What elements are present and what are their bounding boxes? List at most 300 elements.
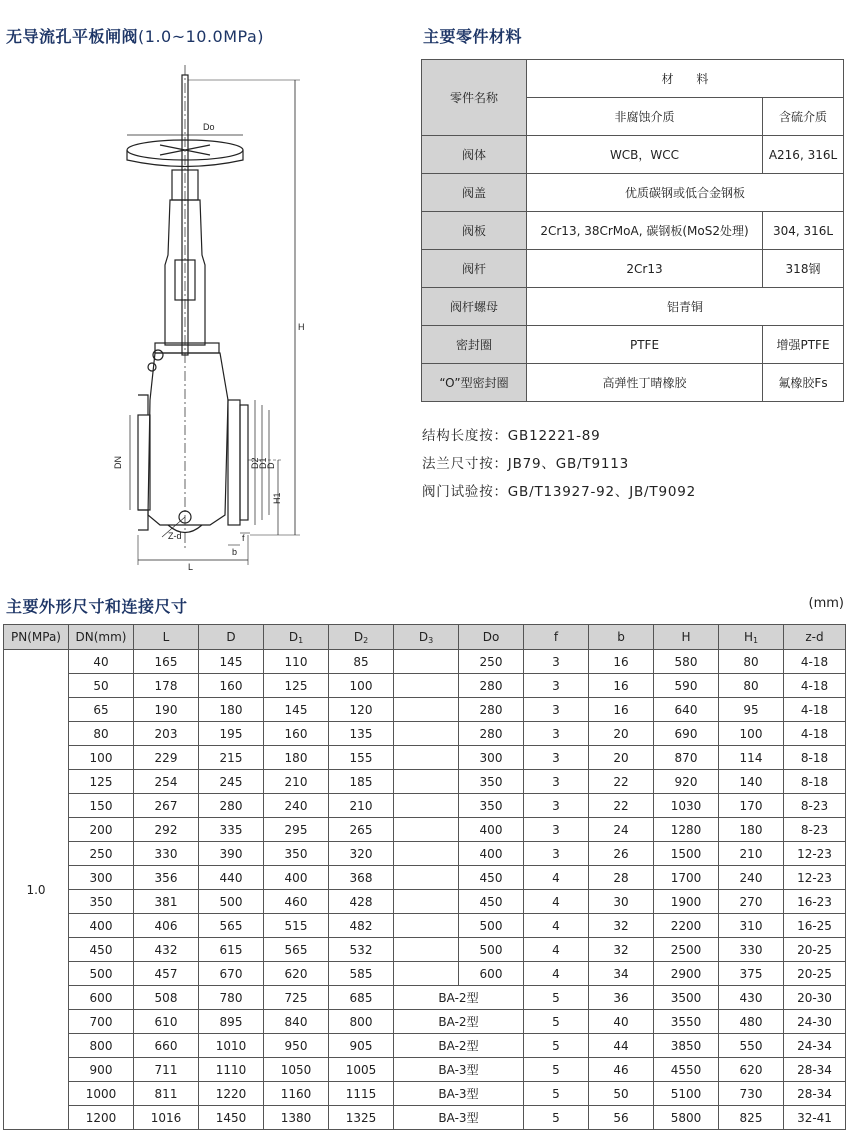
cell-dn: 500 xyxy=(69,962,134,986)
cell-l: 1016 xyxy=(134,1106,199,1130)
header-material: 材 料 xyxy=(527,60,844,98)
cell-d1: 145 xyxy=(264,698,329,722)
cell-h1: 430 xyxy=(719,986,784,1010)
material-sulfur: 增强PTFE xyxy=(763,326,844,364)
cell-zd: 4-18 xyxy=(784,722,846,746)
cell-h: 1280 xyxy=(654,818,719,842)
cell-b: 34 xyxy=(589,962,654,986)
cell-h1: 170 xyxy=(719,794,784,818)
cell-b: 44 xyxy=(589,1034,654,1058)
cell-do: 600 xyxy=(459,962,524,986)
cell-l: 267 xyxy=(134,794,199,818)
col-d3 xyxy=(394,625,459,650)
cell-d2: 320 xyxy=(329,842,394,866)
cell-b: 20 xyxy=(589,722,654,746)
cell-h: 5100 xyxy=(654,1082,719,1106)
cell-f: 4 xyxy=(524,890,589,914)
cell-b: 28 xyxy=(589,866,654,890)
cell-d1: 620 xyxy=(264,962,329,986)
cell-d: 245 xyxy=(199,770,264,794)
cell-zd: 4-18 xyxy=(784,698,846,722)
materials-header-row xyxy=(422,60,844,98)
cell-h: 640 xyxy=(654,698,719,722)
col-d1-sub: 1 xyxy=(298,635,304,645)
label-f: f xyxy=(242,533,245,543)
table-row xyxy=(4,818,846,842)
cell-b: 26 xyxy=(589,842,654,866)
cell-dn: 700 xyxy=(69,1010,134,1034)
cell-h: 1500 xyxy=(654,842,719,866)
cell-d1: 1050 xyxy=(264,1058,329,1082)
col-d3-text: D xyxy=(418,629,429,644)
cell-d3-do: BA-3型 xyxy=(394,1082,524,1106)
page-title-main: 无导流孔平板闸阀 xyxy=(6,27,139,46)
cell-h1: 270 xyxy=(719,890,784,914)
cell-h1: 550 xyxy=(719,1034,784,1058)
material-sulfur: 氟橡胶Fs xyxy=(763,364,844,402)
cell-l: 203 xyxy=(134,722,199,746)
materials-table xyxy=(421,59,844,402)
cell-zd: 16-23 xyxy=(784,890,846,914)
cell-f: 4 xyxy=(524,914,589,938)
materials-row xyxy=(422,250,844,288)
cell-h: 3850 xyxy=(654,1034,719,1058)
cell-zd: 12-23 xyxy=(784,866,846,890)
cell-do: 400 xyxy=(459,842,524,866)
cell-zd: 32-41 xyxy=(784,1106,846,1130)
table-row xyxy=(4,962,846,986)
cell-d3 xyxy=(394,914,459,938)
cell-f: 3 xyxy=(524,674,589,698)
header-part-name: 零件名称 xyxy=(422,60,527,136)
cell-h: 5800 xyxy=(654,1106,719,1130)
table-row xyxy=(4,866,846,890)
cell-do: 280 xyxy=(459,674,524,698)
col-do: Do xyxy=(459,625,524,650)
cell-zd: 8-18 xyxy=(784,746,846,770)
material-sulfur: 318钢 xyxy=(763,250,844,288)
cell-b: 16 xyxy=(589,650,654,674)
cell-d: 615 xyxy=(199,938,264,962)
cell-d: 160 xyxy=(199,674,264,698)
cell-d3 xyxy=(394,794,459,818)
cell-h1: 80 xyxy=(719,674,784,698)
cell-h1: 620 xyxy=(719,1058,784,1082)
cell-do: 500 xyxy=(459,914,524,938)
label-h1: H1 xyxy=(272,492,282,504)
cell-l: 254 xyxy=(134,770,199,794)
cell-d: 895 xyxy=(199,1010,264,1034)
cell-l: 330 xyxy=(134,842,199,866)
cell-d3 xyxy=(394,770,459,794)
material-sulfur: 304, 316L xyxy=(763,212,844,250)
table-row xyxy=(4,746,846,770)
cell-d1: 460 xyxy=(264,890,329,914)
cell-f: 3 xyxy=(524,794,589,818)
cell-d2: 685 xyxy=(329,986,394,1010)
cell-f: 3 xyxy=(524,746,589,770)
cell-b: 50 xyxy=(589,1082,654,1106)
cell-d2: 1325 xyxy=(329,1106,394,1130)
cell-pn: 1.0 xyxy=(4,650,69,1130)
part-name: 阀板 xyxy=(422,212,527,250)
cell-b: 30 xyxy=(589,890,654,914)
dimensions-title: 主要外形尺寸和连接尺寸 xyxy=(6,597,188,616)
cell-f: 3 xyxy=(524,698,589,722)
cell-d2: 428 xyxy=(329,890,394,914)
cell-dn: 250 xyxy=(69,842,134,866)
col-l: L xyxy=(134,625,199,650)
cell-dn: 450 xyxy=(69,938,134,962)
cell-h: 2200 xyxy=(654,914,719,938)
cell-d2: 1005 xyxy=(329,1058,394,1082)
cell-d2: 482 xyxy=(329,914,394,938)
col-d1 xyxy=(264,625,329,650)
page-title xyxy=(6,24,264,47)
label-d: D xyxy=(266,462,276,469)
cell-d1: 565 xyxy=(264,938,329,962)
cell-l: 508 xyxy=(134,986,199,1010)
cell-d1: 725 xyxy=(264,986,329,1010)
cell-h1: 240 xyxy=(719,866,784,890)
cell-d2: 120 xyxy=(329,698,394,722)
cell-h1: 310 xyxy=(719,914,784,938)
cell-d: 670 xyxy=(199,962,264,986)
cell-d3 xyxy=(394,650,459,674)
cell-d3 xyxy=(394,674,459,698)
materials-title: 主要零件材料 xyxy=(423,27,523,46)
col-h1-text: H xyxy=(743,629,753,644)
cell-h: 4550 xyxy=(654,1058,719,1082)
cell-h: 2500 xyxy=(654,938,719,962)
page-title-range: (1.0~10.0MPa) xyxy=(138,27,265,46)
cell-d: 440 xyxy=(199,866,264,890)
cell-h: 920 xyxy=(654,770,719,794)
material-all: 铝青铜 xyxy=(527,288,844,326)
cell-d1: 350 xyxy=(264,842,329,866)
cell-h1: 95 xyxy=(719,698,784,722)
label-b: b xyxy=(232,547,238,557)
cell-d2: 100 xyxy=(329,674,394,698)
part-name: 阀杆螺母 xyxy=(422,288,527,326)
cell-l: 711 xyxy=(134,1058,199,1082)
cell-f: 4 xyxy=(524,962,589,986)
col-h1-sub: 1 xyxy=(752,635,759,645)
cell-d: 565 xyxy=(199,914,264,938)
cell-dn: 400 xyxy=(69,914,134,938)
cell-h1: 100 xyxy=(719,722,784,746)
cell-d1: 160 xyxy=(264,722,329,746)
cell-do: 300 xyxy=(459,746,524,770)
cell-d2: 532 xyxy=(329,938,394,962)
cell-f: 3 xyxy=(524,650,589,674)
cell-f: 5 xyxy=(524,1034,589,1058)
cell-d: 280 xyxy=(199,794,264,818)
cell-dn: 100 xyxy=(69,746,134,770)
cell-l: 381 xyxy=(134,890,199,914)
part-name: 阀体 xyxy=(422,136,527,174)
cell-h: 1030 xyxy=(654,794,719,818)
cell-d1: 240 xyxy=(264,794,329,818)
cell-b: 36 xyxy=(589,986,654,1010)
cell-d: 215 xyxy=(199,746,264,770)
table-row xyxy=(4,938,846,962)
cell-d: 195 xyxy=(199,722,264,746)
part-name: 阀杆 xyxy=(422,250,527,288)
dimensions-table xyxy=(3,624,846,1130)
table-row xyxy=(4,722,846,746)
cell-l: 190 xyxy=(134,698,199,722)
cell-d: 1110 xyxy=(199,1058,264,1082)
material-non-corrosive: WCB，WCC xyxy=(527,136,763,174)
cell-b: 22 xyxy=(589,794,654,818)
col-zd: z-d xyxy=(784,625,846,650)
cell-l: 457 xyxy=(134,962,199,986)
part-name: “O”型密封圈 xyxy=(422,364,527,402)
col-dn: DN(mm) xyxy=(69,625,134,650)
cell-zd: 20-25 xyxy=(784,962,846,986)
materials-row xyxy=(422,288,844,326)
dims-body xyxy=(4,650,846,1130)
material-non-corrosive: 2Cr13 xyxy=(527,250,763,288)
cell-zd: 24-30 xyxy=(784,1010,846,1034)
cell-h: 690 xyxy=(654,722,719,746)
cell-do: 280 xyxy=(459,722,524,746)
cell-d2: 368 xyxy=(329,866,394,890)
cell-d2: 135 xyxy=(329,722,394,746)
label-l: L xyxy=(188,562,194,570)
cell-do: 250 xyxy=(459,650,524,674)
materials-row xyxy=(422,326,844,364)
cell-h1: 730 xyxy=(719,1082,784,1106)
cell-l: 178 xyxy=(134,674,199,698)
cell-dn: 80 xyxy=(69,722,134,746)
cell-d3 xyxy=(394,938,459,962)
cell-f: 5 xyxy=(524,986,589,1010)
cell-d3-do: BA-3型 xyxy=(394,1106,524,1130)
cell-dn: 125 xyxy=(69,770,134,794)
cell-d2: 265 xyxy=(329,818,394,842)
cell-h1: 114 xyxy=(719,746,784,770)
materials-row xyxy=(422,174,844,212)
cell-h: 580 xyxy=(654,650,719,674)
valve-body xyxy=(148,353,228,525)
table-row xyxy=(4,890,846,914)
cell-h: 3550 xyxy=(654,1010,719,1034)
col-b: b xyxy=(589,625,654,650)
table-row xyxy=(4,1034,846,1058)
cell-d1: 1380 xyxy=(264,1106,329,1130)
label-do: Do xyxy=(203,122,215,132)
col-h1 xyxy=(719,625,784,650)
cell-d1: 295 xyxy=(264,818,329,842)
cell-dn: 600 xyxy=(69,986,134,1010)
cell-l: 811 xyxy=(134,1082,199,1106)
material-all: 优质碳钢或低合金钢板 xyxy=(527,174,844,212)
cell-dn: 800 xyxy=(69,1034,134,1058)
cell-dn: 200 xyxy=(69,818,134,842)
col-pn: PN(MPa) xyxy=(4,625,69,650)
cell-l: 660 xyxy=(134,1034,199,1058)
cell-f: 3 xyxy=(524,770,589,794)
cell-f: 3 xyxy=(524,722,589,746)
cell-l: 292 xyxy=(134,818,199,842)
header-non-corrosive: 非腐蚀介质 xyxy=(527,98,763,136)
dims-header-row xyxy=(4,625,846,650)
cell-d1: 210 xyxy=(264,770,329,794)
cell-l: 432 xyxy=(134,938,199,962)
cell-d: 1220 xyxy=(199,1082,264,1106)
table-row xyxy=(4,914,846,938)
materials-row xyxy=(422,212,844,250)
cell-l: 610 xyxy=(134,1010,199,1034)
cell-zd: 20-25 xyxy=(784,938,846,962)
cell-h: 1900 xyxy=(654,890,719,914)
label-d2: D2 xyxy=(250,457,260,469)
cell-f: 3 xyxy=(524,842,589,866)
cell-d3-do: BA-2型 xyxy=(394,986,524,1010)
table-row xyxy=(4,698,846,722)
right-flange xyxy=(228,400,240,525)
cell-b: 22 xyxy=(589,770,654,794)
cell-h1: 825 xyxy=(719,1106,784,1130)
cell-do: 450 xyxy=(459,890,524,914)
cell-b: 16 xyxy=(589,698,654,722)
cell-b: 32 xyxy=(589,938,654,962)
cell-dn: 65 xyxy=(69,698,134,722)
cell-dn: 1000 xyxy=(69,1082,134,1106)
cell-h1: 480 xyxy=(719,1010,784,1034)
cell-zd: 4-18 xyxy=(784,650,846,674)
cell-h1: 180 xyxy=(719,818,784,842)
cell-zd: 4-18 xyxy=(784,674,846,698)
cell-zd: 8-23 xyxy=(784,818,846,842)
cell-zd: 28-34 xyxy=(784,1082,846,1106)
col-d2-text: D xyxy=(353,629,364,644)
materials-row xyxy=(422,136,844,174)
label-zd: Z-d xyxy=(168,531,182,541)
cell-b: 24 xyxy=(589,818,654,842)
col-h: H xyxy=(654,625,719,650)
table-row xyxy=(4,674,846,698)
cell-h: 590 xyxy=(654,674,719,698)
cell-d2: 85 xyxy=(329,650,394,674)
col-d1-text: D xyxy=(288,629,299,644)
col-d3-sub: 3 xyxy=(428,635,434,645)
cell-dn: 350 xyxy=(69,890,134,914)
cell-dn: 900 xyxy=(69,1058,134,1082)
cell-d1: 515 xyxy=(264,914,329,938)
cell-do: 350 xyxy=(459,770,524,794)
material-non-corrosive: PTFE xyxy=(527,326,763,364)
cell-zd: 8-23 xyxy=(784,794,846,818)
col-f: f xyxy=(524,625,589,650)
cell-h1: 210 xyxy=(719,842,784,866)
cell-h: 1700 xyxy=(654,866,719,890)
cell-f: 5 xyxy=(524,1058,589,1082)
cell-do: 280 xyxy=(459,698,524,722)
cell-l: 165 xyxy=(134,650,199,674)
unit-label: (mm) xyxy=(808,596,844,611)
cell-l: 229 xyxy=(134,746,199,770)
cell-d1: 840 xyxy=(264,1010,329,1034)
cell-d: 335 xyxy=(199,818,264,842)
table-row xyxy=(4,986,846,1010)
materials-row xyxy=(422,364,844,402)
cell-d: 390 xyxy=(199,842,264,866)
cell-d3 xyxy=(394,866,459,890)
cell-d1: 180 xyxy=(264,746,329,770)
cell-zd: 16-25 xyxy=(784,914,846,938)
cell-h1: 375 xyxy=(719,962,784,986)
cell-f: 4 xyxy=(524,938,589,962)
note-flange-size: 法兰尺寸按：JB79、GB/T9113 xyxy=(422,456,629,472)
cell-h: 3500 xyxy=(654,986,719,1010)
table-row xyxy=(4,1106,846,1130)
cell-d: 1010 xyxy=(199,1034,264,1058)
cell-d1: 950 xyxy=(264,1034,329,1058)
cell-do: 350 xyxy=(459,794,524,818)
col-d: D xyxy=(199,625,264,650)
cell-d: 180 xyxy=(199,698,264,722)
cell-d3 xyxy=(394,818,459,842)
cell-dn: 40 xyxy=(69,650,134,674)
cell-f: 3 xyxy=(524,818,589,842)
cell-d3 xyxy=(394,842,459,866)
cell-b: 32 xyxy=(589,914,654,938)
cell-f: 5 xyxy=(524,1106,589,1130)
cell-d: 1450 xyxy=(199,1106,264,1130)
cell-d1: 110 xyxy=(264,650,329,674)
cell-d2: 585 xyxy=(329,962,394,986)
cell-do: 500 xyxy=(459,938,524,962)
cell-d3-do: BA-3型 xyxy=(394,1058,524,1082)
label-d1: D1 xyxy=(258,457,268,469)
table-row xyxy=(4,794,846,818)
cell-d1: 125 xyxy=(264,674,329,698)
cell-d2: 1115 xyxy=(329,1082,394,1106)
note-valve-test: 阀门试验按：GB/T13927-92、JB/T9092 xyxy=(422,484,697,500)
cell-d3-do: BA-2型 xyxy=(394,1010,524,1034)
cell-d3 xyxy=(394,722,459,746)
cell-h: 2900 xyxy=(654,962,719,986)
cell-d2: 185 xyxy=(329,770,394,794)
cell-d: 780 xyxy=(199,986,264,1010)
material-non-corrosive: 高弹性丁晴橡胶 xyxy=(527,364,763,402)
cell-dn: 1200 xyxy=(69,1106,134,1130)
header-sulfur: 含硫介质 xyxy=(763,98,844,136)
cell-d2: 905 xyxy=(329,1034,394,1058)
cell-f: 5 xyxy=(524,1010,589,1034)
cell-d3 xyxy=(394,746,459,770)
cell-f: 5 xyxy=(524,1082,589,1106)
cell-b: 40 xyxy=(589,1010,654,1034)
cell-do: 400 xyxy=(459,818,524,842)
cell-l: 356 xyxy=(134,866,199,890)
cell-do: 450 xyxy=(459,866,524,890)
table-row xyxy=(4,1082,846,1106)
material-non-corrosive: 2Cr13, 38CrMoA, 碳钢板(MoS2处理) xyxy=(527,212,763,250)
cell-l: 406 xyxy=(134,914,199,938)
cell-dn: 50 xyxy=(69,674,134,698)
cell-zd: 12-23 xyxy=(784,842,846,866)
cell-d1: 400 xyxy=(264,866,329,890)
note-structure-length: 结构长度按：GB12221-89 xyxy=(422,428,601,444)
cell-zd: 20-30 xyxy=(784,986,846,1010)
cell-b: 16 xyxy=(589,674,654,698)
cell-h1: 140 xyxy=(719,770,784,794)
part-name: 阀盖 xyxy=(422,174,527,212)
